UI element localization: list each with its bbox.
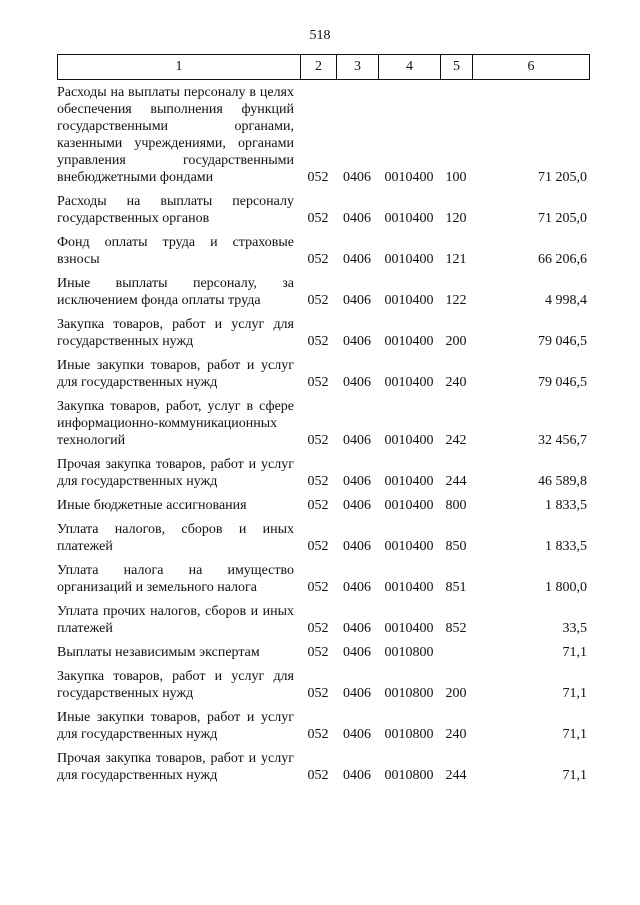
row-description: Иные бюджетные ассигнования xyxy=(57,498,247,513)
row-col-2: 052 xyxy=(307,768,329,783)
row-col-5: 240 xyxy=(445,375,467,390)
row-description: Фонд оплаты труда и страховые взносы xyxy=(57,235,294,267)
row-amount: 79 046,5 xyxy=(538,375,587,390)
table-row xyxy=(57,743,589,784)
row-amount: 71,1 xyxy=(562,768,587,783)
column-header-6: 6 xyxy=(473,55,590,80)
row-col-3: 0406 xyxy=(343,334,371,349)
row-col-2: 052 xyxy=(307,621,329,636)
row-col-4: 0010400 xyxy=(384,498,434,513)
row-col-2: 052 xyxy=(307,211,329,226)
row-col-5: 242 xyxy=(445,433,467,448)
row-col-2: 052 xyxy=(307,539,329,554)
row-col-2: 052 xyxy=(307,433,329,448)
row-col-3: 0406 xyxy=(343,686,371,701)
table-row xyxy=(57,84,589,186)
row-col-4: 0010800 xyxy=(384,686,434,701)
row-col-4: 0010800 xyxy=(384,645,434,660)
row-col-5: 122 xyxy=(445,293,467,308)
row-col-2: 052 xyxy=(307,334,329,349)
row-col-3: 0406 xyxy=(343,768,371,783)
row-description: Прочая закупка товаров, работ и услуг для государственных нужд xyxy=(57,751,294,783)
row-amount: 32 456,7 xyxy=(538,433,587,448)
row-col-2: 052 xyxy=(307,252,329,267)
table-row xyxy=(57,514,589,555)
row-col-2: 052 xyxy=(307,375,329,390)
row-col-5: 240 xyxy=(445,727,467,742)
row-description: Закупка товаров, работ, услуг в сфере информационно-коммуникационных технологий xyxy=(57,399,294,448)
row-col-3: 0406 xyxy=(343,539,371,554)
row-col-3: 0406 xyxy=(343,621,371,636)
row-col-3: 0406 xyxy=(343,211,371,226)
row-col-4: 0010400 xyxy=(384,474,434,489)
table-row xyxy=(57,227,589,268)
row-col-3: 0406 xyxy=(343,252,371,267)
row-col-2: 052 xyxy=(307,686,329,701)
row-col-3: 0406 xyxy=(343,727,371,742)
row-description: Иные закупки товаров, работ и услуг для государственных нужд xyxy=(57,710,294,742)
row-description: Прочая закупка товаров, работ и услуг для государственных нужд xyxy=(57,457,294,489)
table-row xyxy=(57,186,589,227)
row-col-5: 100 xyxy=(445,170,467,185)
table-row xyxy=(57,350,589,391)
row-col-4: 0010400 xyxy=(384,433,434,448)
table-row xyxy=(57,309,589,350)
table-row xyxy=(57,490,589,514)
row-amount: 4 998,4 xyxy=(545,293,587,308)
row-col-5: 800 xyxy=(445,498,467,513)
row-col-4: 0010400 xyxy=(384,170,434,185)
row-col-4: 0010400 xyxy=(384,211,434,226)
row-col-4: 0010400 xyxy=(384,375,434,390)
row-col-2: 052 xyxy=(307,293,329,308)
table-row xyxy=(57,449,589,490)
budget-rows-body xyxy=(57,84,589,784)
row-amount: 33,5 xyxy=(562,621,587,636)
row-col-3: 0406 xyxy=(343,433,371,448)
row-col-3: 0406 xyxy=(343,293,371,308)
column-header-5: 5 xyxy=(441,55,473,80)
row-col-5: 200 xyxy=(445,334,467,349)
column-header-row xyxy=(58,55,590,80)
row-amount: 46 589,8 xyxy=(538,474,587,489)
row-col-4: 0010400 xyxy=(384,334,434,349)
row-col-2: 052 xyxy=(307,498,329,513)
row-description: Выплаты независимым экспертам xyxy=(57,645,260,660)
row-col-5 xyxy=(440,637,472,661)
row-amount: 71,1 xyxy=(562,727,587,742)
table-row xyxy=(57,637,589,661)
table-row xyxy=(57,702,589,743)
row-col-3: 0406 xyxy=(343,474,371,489)
page-number: 518 xyxy=(309,28,331,43)
row-col-3: 0406 xyxy=(343,645,371,660)
row-amount: 71,1 xyxy=(562,686,587,701)
row-col-5: 244 xyxy=(445,768,467,783)
row-description: Уплата налогов, сборов и иных платежей xyxy=(57,522,294,554)
row-col-5: 850 xyxy=(445,539,467,554)
row-col-2: 052 xyxy=(307,580,329,595)
row-amount: 66 206,6 xyxy=(538,252,587,267)
row-amount: 71,1 xyxy=(562,645,587,660)
row-col-5: 200 xyxy=(445,686,467,701)
row-description: Иные закупки товаров, работ и услуг для государственных нужд xyxy=(57,358,294,390)
row-col-5: 121 xyxy=(445,252,467,267)
row-amount: 71 205,0 xyxy=(538,211,587,226)
row-description: Закупка товаров, работ и услуг для государственных нужд xyxy=(57,669,294,701)
row-col-4: 0010800 xyxy=(384,768,434,783)
row-col-3: 0406 xyxy=(343,580,371,595)
row-col-3: 0406 xyxy=(343,170,371,185)
row-col-2: 052 xyxy=(307,645,329,660)
table-row xyxy=(57,596,589,637)
column-header-4: 4 xyxy=(379,55,441,80)
row-description: Иные выплаты персоналу, за исключением фонда оплаты труда xyxy=(57,276,294,308)
row-col-4: 0010400 xyxy=(384,293,434,308)
row-col-5: 244 xyxy=(445,474,467,489)
column-header-table xyxy=(57,54,590,80)
column-header-3: 3 xyxy=(337,55,379,80)
row-amount: 71 205,0 xyxy=(538,170,587,185)
row-col-4: 0010400 xyxy=(384,252,434,267)
row-col-4: 0010800 xyxy=(384,727,434,742)
budget-rows-table xyxy=(57,84,589,784)
column-header-1: 1 xyxy=(58,55,301,80)
column-header-2: 2 xyxy=(301,55,337,80)
row-col-4: 0010400 xyxy=(384,580,434,595)
row-col-3: 0406 xyxy=(343,375,371,390)
row-col-3: 0406 xyxy=(343,498,371,513)
row-col-4: 0010400 xyxy=(384,621,434,636)
row-col-2: 052 xyxy=(307,474,329,489)
row-amount: 79 046,5 xyxy=(538,334,587,349)
row-description: Расходы на выплаты персоналу государственных органов xyxy=(57,194,294,226)
row-amount: 1 833,5 xyxy=(545,539,587,554)
row-description: Уплата налога на имущество организаций и земельного налога xyxy=(57,563,294,595)
row-col-5: 120 xyxy=(445,211,467,226)
row-description: Расходы на выплаты персоналу в целях обеспечения выполнения функций государственными органами, казенными учреждениями, органами управления государственными внебюджетными фондами xyxy=(57,85,294,185)
row-amount: 1 833,5 xyxy=(545,498,587,513)
row-col-2: 052 xyxy=(307,727,329,742)
row-col-4: 0010400 xyxy=(384,539,434,554)
table-row xyxy=(57,268,589,309)
row-col-5: 852 xyxy=(445,621,467,636)
row-description: Закупка товаров, работ и услуг для государственных нужд xyxy=(57,317,294,349)
table-row xyxy=(57,391,589,449)
row-col-2: 052 xyxy=(307,170,329,185)
table-row xyxy=(57,661,589,702)
row-amount: 1 800,0 xyxy=(545,580,587,595)
row-col-5: 851 xyxy=(445,580,467,595)
row-description: Уплата прочих налогов, сборов и иных платежей xyxy=(57,604,294,636)
table-row xyxy=(57,555,589,596)
